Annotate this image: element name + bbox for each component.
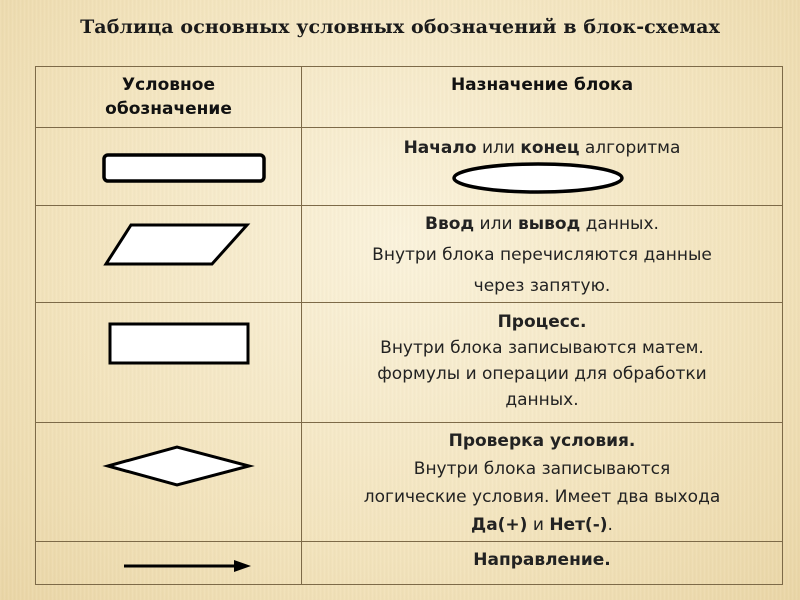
row4-line2: Внутри блока записываются — [413, 459, 671, 479]
row3-line3: формулы и операции для обработки — [377, 364, 707, 384]
row4-text-and: и — [527, 515, 550, 535]
rectangle-shape — [36, 303, 302, 422]
row1-bold-start: Начало — [403, 138, 477, 158]
purpose-cell — [302, 303, 783, 423]
flowchart-symbols-table — [35, 66, 783, 585]
table-row-input-output — [36, 206, 783, 303]
arrow-shape — [36, 542, 302, 584]
row4-line3: логические условия. Имеет два выхода — [363, 487, 721, 507]
header-purpose — [302, 67, 783, 128]
table-header-row — [36, 67, 783, 128]
symbol-cell — [36, 206, 302, 303]
symbol-cell — [36, 542, 302, 585]
header-symbol-line2: обозначение — [105, 99, 232, 119]
row3-line4: данных. — [505, 390, 579, 410]
rhombus-shape — [36, 423, 302, 541]
row2-bold-input: Ввод — [425, 214, 475, 234]
header-symbol — [36, 67, 302, 128]
row3-line2: Внутри блока записываются матем. — [380, 338, 704, 358]
row3-bold-process: Процесс. — [497, 312, 587, 332]
row2-line3: через запятую. — [473, 276, 611, 296]
table-row-condition — [36, 423, 783, 542]
row4-bold-no: Нет(-) — [549, 515, 608, 535]
purpose-cell — [302, 542, 783, 585]
symbol-cell — [36, 303, 302, 423]
rounded-rectangle-shape — [36, 128, 302, 205]
symbol-cell — [36, 128, 302, 206]
table-row-start-end — [36, 128, 783, 206]
row4-bold-yes: Да(+) — [471, 515, 528, 535]
row2-text-or: или — [474, 214, 518, 234]
page-title: Таблица основных условных обозначений в блок-схемах — [80, 16, 720, 38]
row4-text-end: . — [607, 515, 613, 535]
row1-text-algorithm: алгоритма — [579, 138, 681, 158]
table-row-direction — [36, 542, 783, 585]
symbol-cell — [36, 423, 302, 542]
row5-bold-direction: Направление. — [473, 550, 611, 570]
row2-bold-output: вывод — [517, 214, 581, 234]
header-purpose-label: Назначение блока — [450, 75, 634, 95]
table-row-process — [36, 303, 783, 423]
purpose-cell — [302, 206, 783, 303]
purpose-cell — [302, 423, 783, 542]
row1-bold-end: конец — [520, 138, 580, 158]
purpose-cell — [302, 128, 783, 206]
row1-text-or: или — [476, 138, 521, 158]
oval-shape — [452, 162, 632, 198]
row4-bold-condition: Проверка условия. — [448, 431, 636, 451]
row2-line2: Внутри блока перечисляются данные — [372, 245, 712, 265]
parallelogram-shape — [36, 206, 302, 302]
header-symbol-line1: Условное — [121, 75, 216, 95]
row2-text-data: данных. — [580, 214, 659, 234]
